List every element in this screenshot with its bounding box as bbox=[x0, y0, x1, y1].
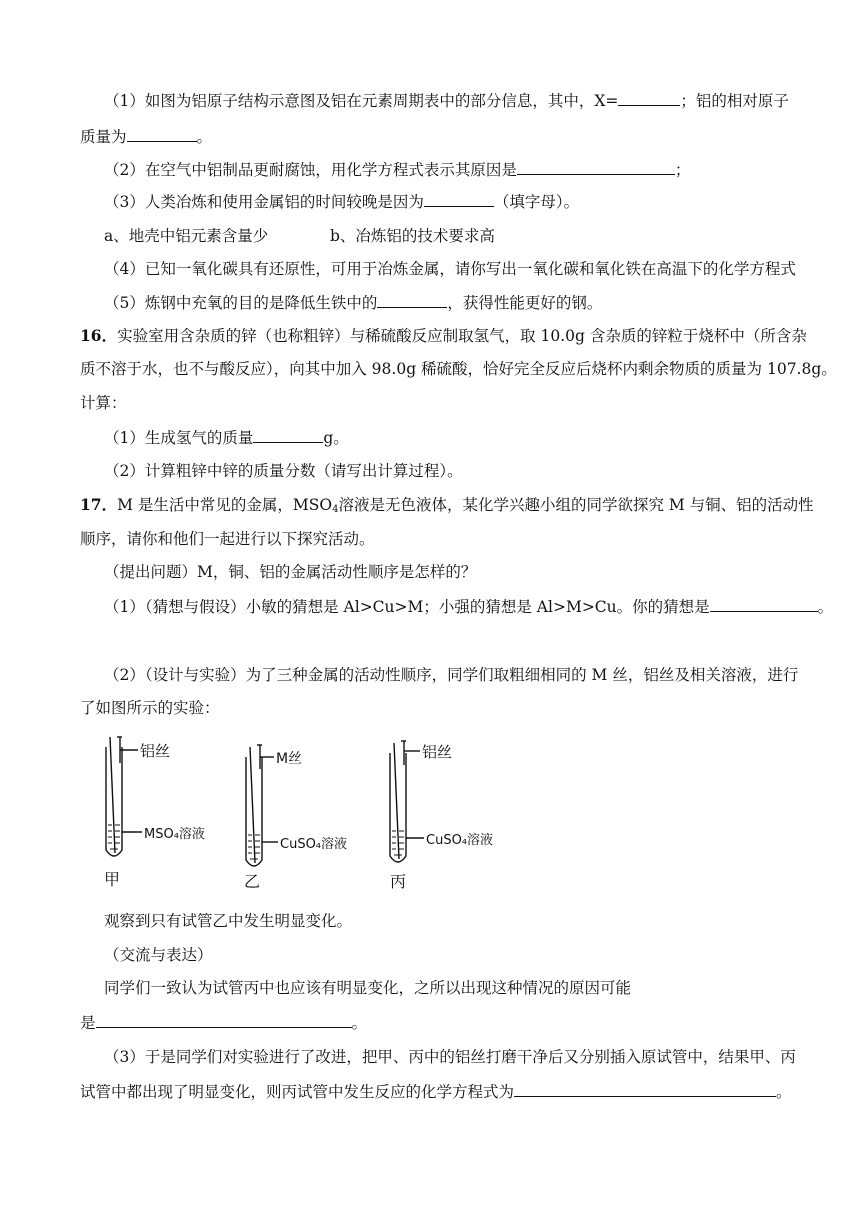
aluminum-wire bbox=[394, 743, 399, 859]
q15-part1-line2: 质量为 。 bbox=[80, 125, 212, 148]
q17-observation: 观察到只有试管乙中发生明显变化。 bbox=[104, 912, 353, 930]
tube-bing-name: 丙 bbox=[390, 872, 407, 891]
tube-jia bbox=[106, 737, 142, 856]
q16-line3: 计算： bbox=[80, 394, 127, 412]
tube-bing bbox=[390, 741, 424, 862]
q15-part3: （3）人类冶炼和使用金属铝的时间较晚是因为 （填字母）。 bbox=[104, 190, 579, 213]
tube-jia-wire-label: 铝丝 bbox=[140, 742, 171, 760]
tube-yi bbox=[246, 745, 278, 866]
q15-option-b: b、冶炼铝的技术要求高 bbox=[330, 227, 495, 245]
tube-bing-wire-label: 铝丝 bbox=[422, 743, 453, 761]
answer-blank[interactable] bbox=[96, 1011, 352, 1028]
answer-blank[interactable] bbox=[710, 595, 818, 612]
aluminum-wire bbox=[110, 737, 115, 853]
tube-jia-solution-label: MSO₄溶液 bbox=[144, 827, 205, 842]
answer-blank[interactable] bbox=[253, 426, 323, 443]
q17-part1: （1）（猜想与假设）小敏的猜想是 Al>Cu>M；小强的猜想是 Al>M>Cu。你的猜想是 。 bbox=[104, 595, 833, 618]
tube-bing-solution-label: CuSO₄溶液 bbox=[426, 833, 494, 848]
tube-yi-wire-label: M丝 bbox=[276, 751, 303, 767]
q15-part5: （5）炼钢中充氧的目的是降低生铁中的 ，获得性能更好的钢。 bbox=[104, 291, 602, 314]
answer-blank[interactable] bbox=[517, 158, 675, 175]
q17-reason-line2: 是 。 bbox=[80, 1011, 367, 1034]
test-tube-figure bbox=[90, 735, 520, 895]
answer-blank[interactable] bbox=[514, 1080, 776, 1097]
answer-blank[interactable] bbox=[618, 89, 680, 106]
answer-blank[interactable] bbox=[377, 291, 447, 308]
answer-blank[interactable] bbox=[424, 190, 494, 207]
q15-part2: （2）在空气中铝制品更耐腐蚀，用化学方程式表示其原因是 ； bbox=[104, 158, 690, 181]
answer-blank[interactable] bbox=[127, 125, 197, 142]
q17-part3-line1: （3）于是同学们对实验进行了改进，把甲、丙中的铝丝打磨干净后又分别插入原试管中，结果甲、丙 bbox=[104, 1048, 796, 1066]
q17-part2-line1: （2）（设计与实验）为了三种金属的活动性顺序，同学们取粗细相同的 M 丝，铝丝及相关溶液，进行 bbox=[104, 666, 799, 684]
q17-part2-line2: 了如图所示的实验： bbox=[80, 699, 220, 717]
m-wire bbox=[250, 747, 255, 863]
tube-yi-solution-label: CuSO₄溶液 bbox=[280, 837, 348, 852]
q15-option-a: a、地壳中铝元素含量少 bbox=[104, 227, 269, 245]
q17-question: （提出问题）M，铜、铝的金属活动性顺序是怎样的？ bbox=[104, 563, 477, 581]
q17-reason-line1: 同学们一致认为试管丙中也应该有明显变化，之所以出现这种情况的原因可能 bbox=[104, 979, 632, 997]
q17-line2: 顺序，请你和他们一起进行以下探究活动。 bbox=[80, 530, 375, 548]
q17-line1: 17．M 是生活中常见的金属，$MSO_4$溶液是无色液体，某化学兴趣小组的同学欲探究 M 与铜、铝的活动性 bbox=[80, 495, 814, 515]
q15-part1-line1: （1）如图为铝原子结构示意图及铝在元素周期表中的部分信息，其中，X= ；铝的相对原子 bbox=[104, 89, 789, 112]
tube-jia-name: 甲 bbox=[104, 870, 121, 889]
q17-part3-line2: 试管中都出现了明显变化，则丙试管中发生反应的化学方程式为 。 bbox=[80, 1080, 792, 1103]
q16-line1: 16．实验室用含杂质的锌（也称粗锌）与稀硫酸反应制取氢气，取 10.0g 含杂质的锌粒于烧杯中（所含杂 bbox=[80, 326, 807, 345]
q16-part2: （2）计算粗锌中锌的质量分数（请写出计算过程）。 bbox=[104, 462, 463, 480]
q16-part1: （1）生成氢气的质量 g。 bbox=[104, 426, 349, 449]
tube-yi-name: 乙 bbox=[244, 872, 261, 891]
q15-part4: （4）已知一氧化碳具有还原性，可用于冶炼金属，请你写出一氧化碳和氧化铁在高温下的化学方程式 bbox=[104, 260, 796, 278]
q16-line2: 质不溶于水，也不与酸反应），向其中加入 98.0g 稀硫酸，恰好完全反应后烧杯内剩余物质的质量为 107.8g。 bbox=[80, 360, 837, 378]
q17-discussion-heading: （交流与表达） bbox=[104, 946, 213, 964]
